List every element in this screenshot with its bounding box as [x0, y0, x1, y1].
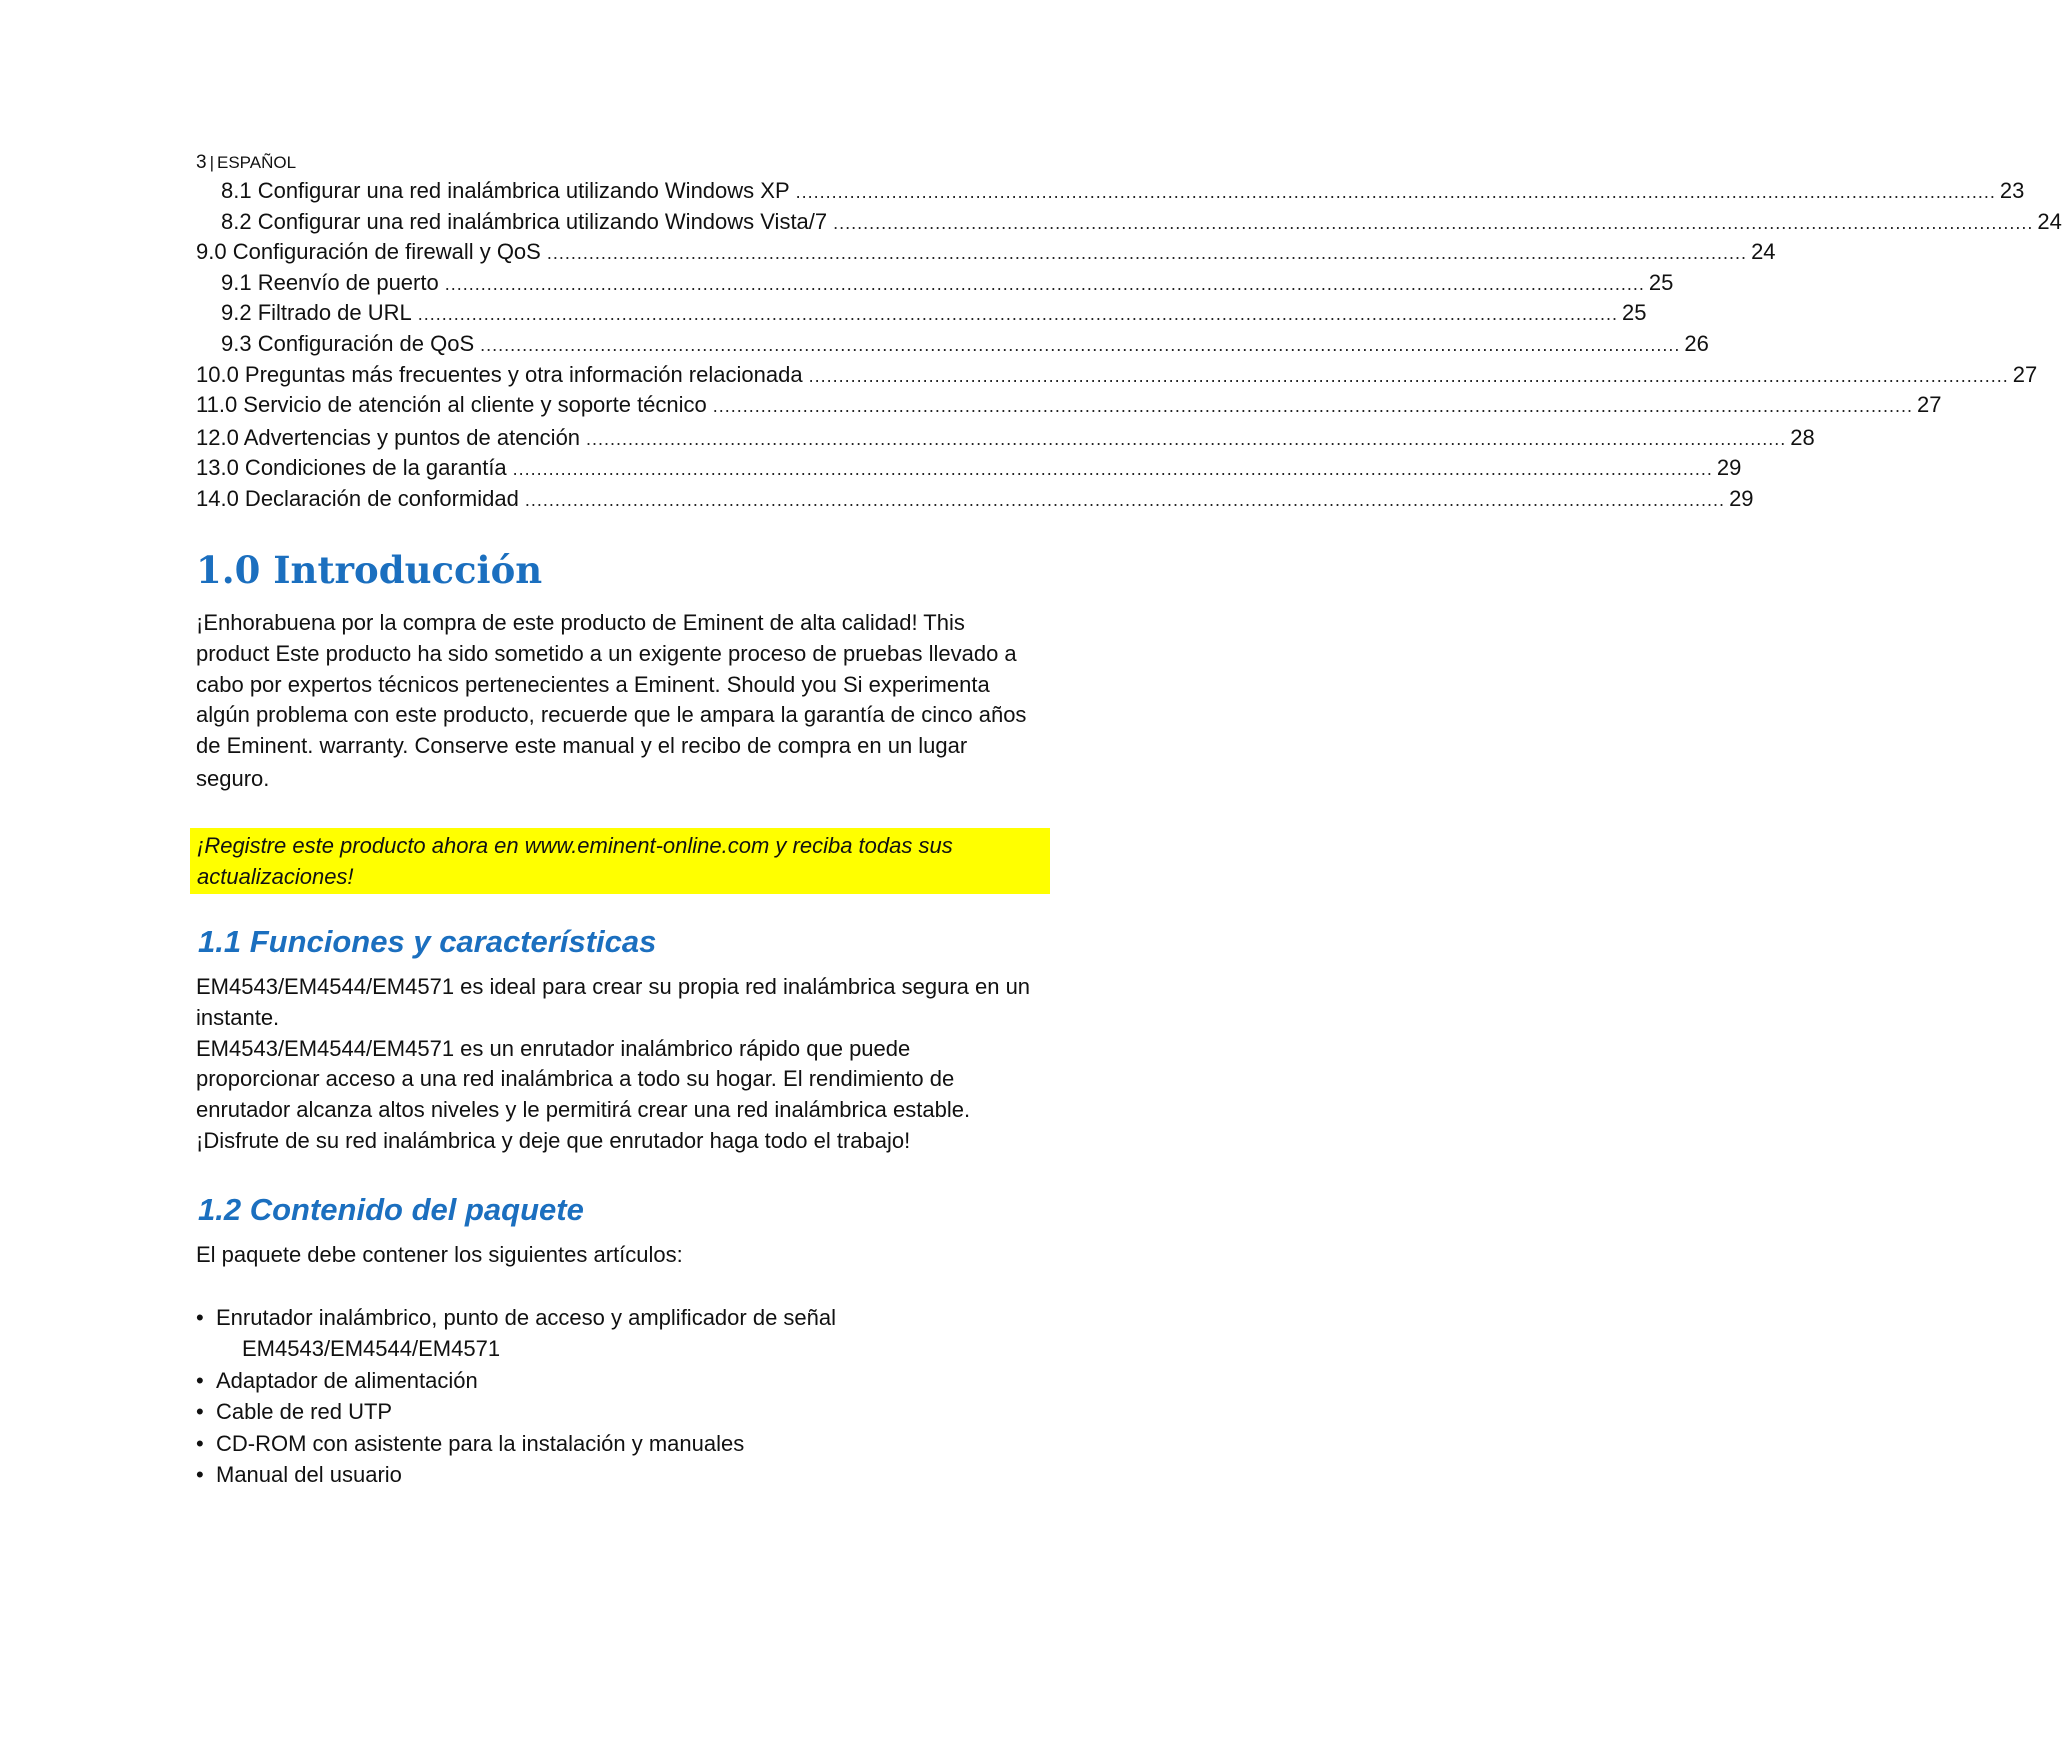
- header-language: ESPAÑOL: [217, 153, 297, 172]
- toc-entry-page: 23: [1999, 178, 2025, 203]
- list-item-text: CD-ROM con asistente para la instalación y manuales: [216, 1431, 745, 1457]
- list-item-text: Cable de red UTP: [216, 1398, 393, 1424]
- section-heading-features: 1.1 Funciones y características: [198, 924, 657, 959]
- toc-entry[interactable]: [196, 455, 1742, 486]
- toc-leader: ........................................................................................................................................................................................................: [546, 243, 1748, 264]
- paragraph-line: ¡Disfrute de su red inalámbrica y deje que enrutador haga todo el trabajo!: [196, 1127, 911, 1153]
- paragraph-line: instante.: [196, 1004, 280, 1030]
- package-intro: El paquete debe contener los siguientes artículos:: [196, 1242, 683, 1267]
- paragraph-line: seguro.: [196, 765, 270, 791]
- paragraph-line: enrutador alcanza altos niveles y le permitirá crear una red inalámbrica estable.: [196, 1097, 971, 1123]
- toc-entry[interactable]: [196, 239, 1776, 270]
- header-separator: |: [209, 153, 214, 172]
- toc-entry-title: 14.0 Declaración de conformidad: [196, 485, 519, 511]
- package-contents-list: [196, 1303, 1056, 1491]
- paragraph-line: algún problema con este producto, recuerde que le ampara la garantía de cinco años: [196, 702, 1027, 728]
- page-header: [196, 152, 296, 174]
- toc-leader: ........................................................................................................................................................................................................: [808, 365, 2009, 386]
- toc-leader: ........................................................................................................................................................................................................: [512, 459, 1713, 480]
- paragraph-line: EM4543/EM4544/EM4571 es ideal para crear su propia red inalámbrica segura en un: [196, 974, 1031, 999]
- register-notice-line: actualizaciones!: [197, 863, 354, 889]
- toc-entry[interactable]: [196, 361, 2038, 393]
- list-item-text: Enrutador inalámbrico, punto de acceso y amplificador de señal: [216, 1305, 837, 1330]
- paragraph-line: EM4543/EM4544/EM4571 es un enrutador inalámbrico rápido que puede: [196, 1035, 911, 1061]
- toc-leader: ........................................................................................................................................................................................................: [417, 304, 1618, 325]
- list-item-text: Manual del usuario: [216, 1461, 402, 1487]
- toc-leader: ........................................................................................................................................................................................................: [586, 428, 1787, 449]
- toc-entry-title: 12.0 Advertencias y puntos de atención: [196, 424, 581, 450]
- paragraph-line: de Eminent. warranty. Conserve este manual y el recibo de compra en un lugar: [196, 733, 968, 759]
- bullet: •: [196, 1461, 204, 1487]
- paragraph-line: cabo por expertos técnicos pertenecientes a Eminent. Should you Si experimenta: [196, 671, 990, 697]
- toc-entry[interactable]: [196, 269, 1674, 301]
- toc-entry-title: 11.0 Servicio de atención al cliente y soporte técnico: [196, 392, 707, 418]
- toc-leader: ........................................................................................................................................................................................................: [524, 489, 1726, 510]
- bullet: •: [196, 1305, 204, 1330]
- table-of-contents: [196, 178, 2062, 517]
- toc-entry[interactable]: [196, 330, 1709, 362]
- list-item: [196, 1460, 1056, 1491]
- toc-entry[interactable]: [196, 300, 1647, 331]
- toc-entry-page: 25: [1621, 300, 1647, 326]
- list-item: [196, 1303, 1056, 1364]
- toc-entry-title: 9.1 Reenvío de puerto: [221, 269, 439, 295]
- toc-entry-page: 24: [2037, 208, 2062, 234]
- toc-entry-title: 8.1 Configurar una red inalámbrica utilizando Windows XP: [221, 178, 790, 203]
- toc-entry-page: 29: [1729, 485, 1754, 511]
- toc-entry-page: 25: [1648, 269, 1674, 295]
- toc-entry-title: 8.2 Configurar una red inalámbrica utilizando Windows Vista/7: [221, 208, 828, 234]
- list-item-text: Adaptador de alimentación: [216, 1368, 478, 1394]
- toc-entry-title: 9.2 Filtrado de URL: [221, 300, 412, 326]
- bullet: •: [196, 1368, 204, 1394]
- toc-entry-page: 27: [2012, 361, 2038, 387]
- list-item: [196, 1429, 1056, 1460]
- toc-entry[interactable]: [196, 392, 1942, 423]
- toc-entry-page: 26: [1684, 330, 1709, 356]
- toc-entry[interactable]: [196, 424, 1815, 456]
- toc-entry-title: 10.0 Preguntas más frecuentes y otra información relacionada: [196, 361, 803, 387]
- toc-entry[interactable]: [196, 178, 2025, 209]
- register-highlight-box: [190, 828, 1050, 894]
- toc-leader: ........................................................................................................................................................................................................: [712, 396, 1913, 417]
- list-item: [196, 1366, 1056, 1397]
- section-heading-package: 1.2 Contenido del paquete: [198, 1192, 584, 1227]
- toc-leader: ........................................................................................................................................................................................................: [480, 334, 1681, 355]
- paragraph-line: proporcionar acceso a una red inalámbrica a todo su hogar. El rendimiento de: [196, 1066, 955, 1092]
- list-item: [196, 1397, 1056, 1428]
- toc-entry-page: 28: [1790, 424, 1815, 450]
- register-notice: [190, 828, 1050, 895]
- paragraph-line: ¡Enhorabuena por la compra de este producto de Eminent de alta calidad! This: [196, 610, 965, 635]
- toc-leader: ........................................................................................................................................................................................................: [833, 212, 2034, 233]
- paragraph-line: product Este producto ha sido sometido a un exigente proceso de pruebas llevado a: [196, 640, 1017, 666]
- page-number: 3: [196, 152, 207, 173]
- toc-leader: ........................................................................................................................................................................................................: [444, 273, 1645, 294]
- features-paragraph: [196, 972, 1066, 1157]
- toc-entry-page: 29: [1716, 455, 1742, 481]
- toc-entry-title: 13.0 Condiciones de la garantía: [196, 455, 507, 481]
- toc-entry[interactable]: [196, 208, 2062, 240]
- register-notice-line: ¡Registre este producto ahora en www.eminent-online.com y reciba todas sus: [197, 833, 953, 858]
- toc-leader: ........................................................................................................................................................................................................: [795, 182, 1996, 202]
- bullet: •: [196, 1431, 204, 1457]
- intro-paragraph: [196, 608, 1066, 795]
- list-item-continuation: EM4543/EM4544/EM4571: [242, 1335, 501, 1361]
- bullet: •: [196, 1398, 204, 1424]
- section-heading-introduction: 1.0 Introducción: [196, 548, 543, 592]
- toc-entry-title: 9.0 Configuración de firewall y QoS: [196, 239, 541, 265]
- toc-entry-title: 9.3 Configuración de QoS: [221, 330, 475, 356]
- toc-entry-page: 24: [1751, 239, 1776, 265]
- toc-entry-page: 27: [1916, 392, 1942, 418]
- toc-entry[interactable]: [196, 485, 1754, 517]
